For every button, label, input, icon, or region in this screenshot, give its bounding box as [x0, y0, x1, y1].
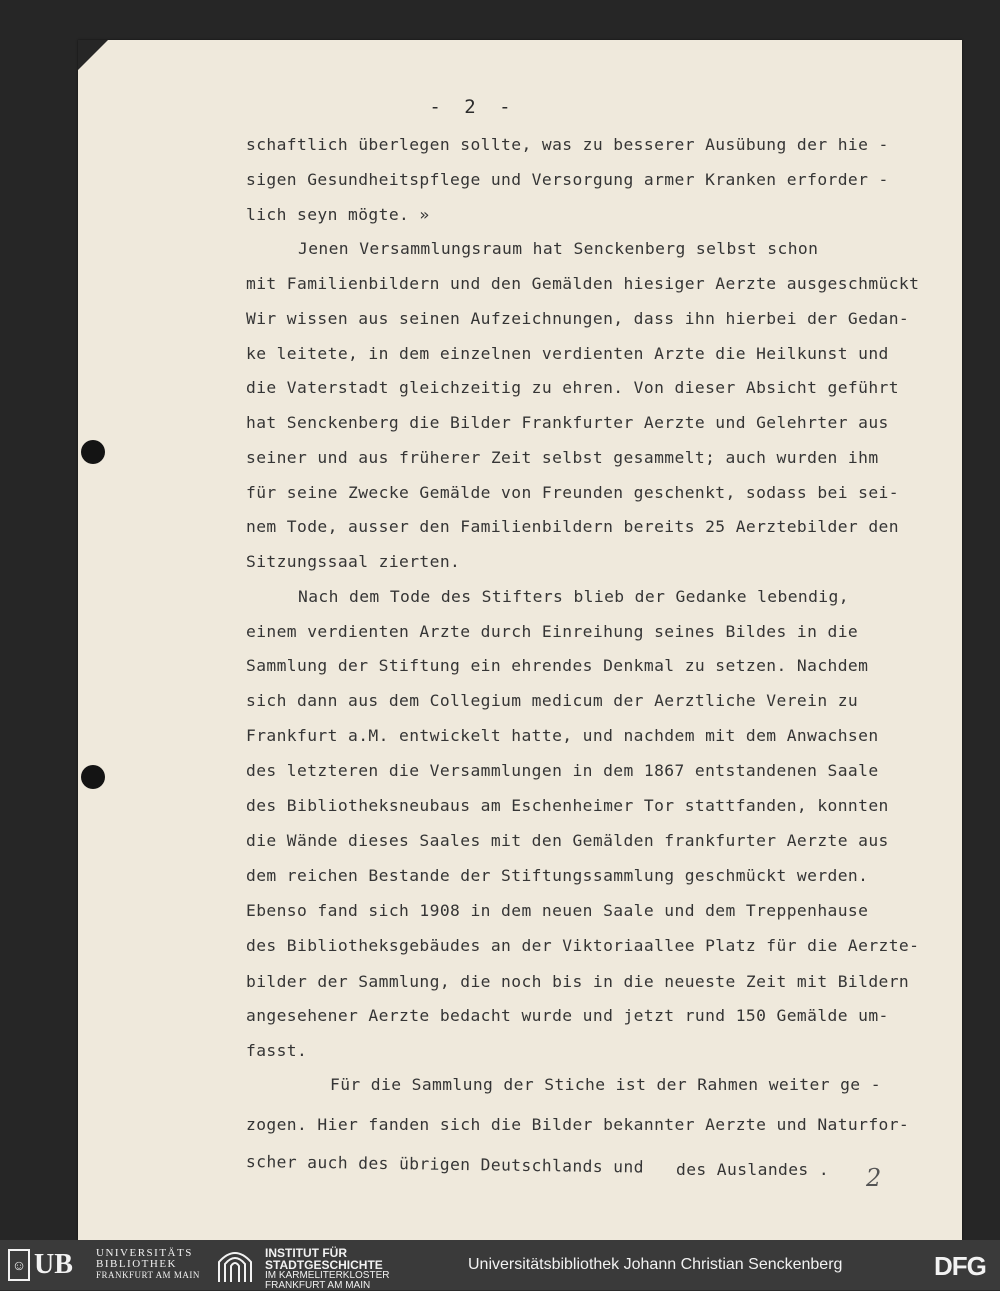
- dfg-logo: DFG: [934, 1251, 986, 1281]
- paragraph-start-line: Für die Sammlung der Stiche ist der Rahmen weiter ge -: [330, 1075, 881, 1094]
- text-line: des Bibliotheksgebäudes an der Viktoriaallee Platz für die Aerzte-: [246, 936, 920, 955]
- paragraph-start-line: Jenen Versammlungsraum hat Senckenberg selbst schon: [298, 239, 819, 258]
- handwritten-note: 2: [866, 1164, 882, 1192]
- folded-corner: [78, 40, 108, 70]
- page-number: - 2 -: [429, 96, 517, 118]
- punch-hole-upper: [81, 440, 105, 464]
- text-line: mit Familienbildern und den Gemälden hiesiger Aerzte ausgeschmückt: [246, 274, 920, 293]
- text-line: Wir wissen aus seinen Aufzeichnungen, dass ihn hierbei der Gedan-: [246, 309, 910, 328]
- text-line: Sitzungssaal zierten.: [246, 552, 461, 571]
- text-line: für seine Zwecke Gemälde von Freunden geschenkt, sodass bei sei-: [246, 483, 899, 502]
- text-line: scher auch des übrigen Deutschlands und: [245, 1152, 644, 1177]
- text-line: zogen. Hier fanden sich die Bilder bekannter Aerzte und Naturfor-: [246, 1115, 910, 1134]
- text-line: die Wände dieses Saales mit den Gemälden frankfurter Aerzte aus: [246, 831, 889, 850]
- isg-line: FRANKFURT AM MAIN: [265, 1280, 371, 1291]
- inserted-text: des Auslandes .: [676, 1160, 830, 1179]
- text-line: bilder der Sammlung, die noch bis in die neueste Zeit mit Bildern: [246, 972, 910, 991]
- text-line: Ebenso fand sich 1908 in dem neuen Saale und dem Treppenhause: [246, 901, 869, 920]
- isg-line: INSTITUT FÜR: [265, 1246, 347, 1260]
- text-line: die Vaterstadt gleichzeitig zu ehren. Von dieser Absicht geführt: [246, 378, 899, 397]
- text-line: seiner und aus früherer Zeit selbst gesammelt; auch wurden ihm: [246, 448, 879, 467]
- text-line: nem Tode, ausser den Familienbildern bereits 25 Aerztebilder den: [246, 517, 899, 536]
- punch-hole-lower: [81, 765, 105, 789]
- isg-logo-text: [265, 1247, 389, 1291]
- ub-logo-text: UB: [34, 1249, 73, 1280]
- text-line: Sammlung der Stiftung ein ehrendes Denkmal zu setzen. Nachdem: [246, 656, 869, 675]
- text-line: fasst.: [246, 1041, 308, 1060]
- ub-line: BIBLIOTHEK: [96, 1258, 177, 1270]
- paragraph-start-line: Nach dem Tode des Stifters blieb der Gedanke lebendig,: [298, 587, 849, 606]
- isg-arch-logo-icon: [215, 1248, 255, 1282]
- text-line: lich seyn mögte. »: [246, 205, 430, 224]
- text-line: des letzteren die Versammlungen in dem 1867 entstandenen Saale: [246, 761, 879, 780]
- text-line: schaftlich überlegen sollte, was zu besserer Ausübung der hie -: [246, 135, 889, 154]
- text-line: einem verdienten Arzte durch Einreihung seines Bildes in die: [246, 622, 859, 641]
- text-line: dem reichen Bestande der Stiftungssammlung geschmückt werden.: [246, 866, 869, 885]
- ub-line: FRANKFURT AM MAIN: [96, 1270, 200, 1280]
- footer-bar: [0, 1240, 1000, 1290]
- isg-line: STADTGESCHICHTE: [265, 1258, 383, 1272]
- ub-logo-subtitle: [96, 1248, 200, 1281]
- footer-title: Universitätsbibliothek Johann Christian Senckenberg: [468, 1256, 843, 1273]
- text-line: Frankfurt a.M. entwickelt hatte, und nachdem mit dem Anwachsen: [246, 726, 879, 745]
- senckenberg-portrait-icon: ☺: [8, 1249, 30, 1281]
- text-line: ke leitete, in dem einzelnen verdienten Arzte die Heilkunst und: [246, 344, 889, 363]
- text-line: sigen Gesundheitspflege und Versorgung armer Kranken erforder -: [246, 170, 889, 189]
- text-line: angesehener Aerzte bedacht wurde und jetzt rund 150 Gemälde um-: [246, 1006, 889, 1025]
- ub-line: UNIVERSITÄTS: [96, 1247, 193, 1259]
- text-line: hat Senckenberg die Bilder Frankfurter Aerzte und Gelehrter aus: [246, 413, 889, 432]
- isg-line: IM KARMELITERKLOSTER: [265, 1270, 390, 1281]
- text-line: sich dann aus dem Collegium medicum der Aerztliche Verein zu: [246, 691, 859, 710]
- text-line: des Bibliotheksneubaus am Eschenheimer Tor stattfanden, konnten: [246, 796, 889, 815]
